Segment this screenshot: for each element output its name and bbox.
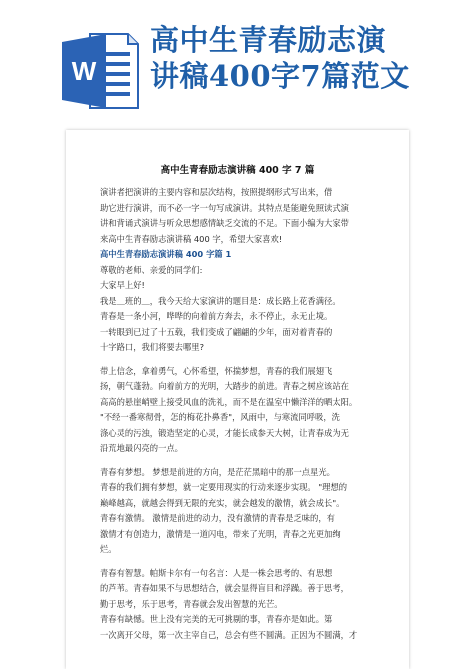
text-line: 来高中生青春励志演讲稿 400 字，希望大家喜欢! [100,233,283,244]
section-heading: 高中生青春励志演讲稿 400 字篇 1 [100,249,232,259]
text-line: 勤于思考，乐于思考，青春就会发出智慧的光芒。 [100,598,283,609]
paragraph-gap [100,558,382,566]
banner-title [150,22,470,94]
text-line: 一次离开父母，第一次主宰自己，总会有些不圆满。正因为不圆满，才 [100,629,358,640]
text-line: 十字路口，我们将要去哪里? [100,342,204,352]
document-body [100,185,382,643]
text-line: 尊敬的老师、亲爱的同学们: [100,264,203,275]
banner-title-line: 高中生青春励志演 [150,23,387,57]
text-line: 青春有智慧。帕斯卡尔有一句名言：人是一株会思考的、有思想 [100,567,333,578]
banner-title-line: 讲稿400字7篇范文 [150,59,410,93]
word-letter: W [71,56,97,86]
text-line: 讲和背诵式演讲与听众思想感情缺乏交流的不足。下面小编为大家带 [100,218,349,228]
text-line: 青春有激情。 激情是前进的动力，没有激情的青春是乏味的，有 [100,513,335,523]
text-line: 高高的悬崖峭壁上接受风血的洗礼，而不是在温室中懒洋洋的晒太阳。 [100,396,358,407]
text-line: 助它进行演讲，而不必一字一句写成演讲。其特点是能避免照读式演 [100,202,349,213]
text-line: 大家早上好! [100,280,145,290]
text-line: 青春的我们拥有梦想，就一定要用现实的行动来逐步实现。 "理想的 [100,482,348,492]
document-page [66,130,409,669]
word-document-icon [60,28,140,114]
text-line: 我是＿班的＿，我今天给大家演讲的题目是：成长路上花香满径。 [100,295,341,306]
text-line: 烂。 [100,544,117,554]
banner [0,0,474,125]
text-line: 涤心灵的污浊，锻造坚定的心灵，才能长成参天大树，让青春成为无 [100,427,349,438]
paragraph-gap [100,356,382,364]
text-line: "不经一番寒彻骨，怎的梅花扑鼻香"，风雨中，与寒流同呼吸，洗 [100,412,340,422]
paragraph-gap [100,457,382,465]
text-line: 的芦苇。青春如果不与思想结合，就会显得盲目和浮躁。善于思考， [100,583,349,593]
text-line: 青春有梦想。 梦想是前进的方向，是茫茫黑暗中的那一点星光。 [100,466,335,477]
text-line: 青春有缺憾。世上没有完美的无可挑剔的事，青春亦是如此。第 [100,614,333,624]
text-line: 巅峰越高，就越会得到无限的充实，就会越发的激情，就会成长"。 [100,497,345,508]
text-line: 激情才有创造力，激情是一道闪电，带来了光明，青春之光更加绚 [100,528,341,539]
text-line: 沿荒地最闪亮的一点。 [100,443,183,453]
text-line: 演讲者把演讲的主要内容和层次结构，按照提纲形式写出来，借 [100,187,333,197]
text-line: 青春是一条小河，哗哗的向着前方奔去，永不停止，永无止境。 [100,311,333,321]
text-line: 带上信念，拿着勇气，心怀希望，怀揣梦想，青春的我们展翅飞 [100,365,333,376]
document-title: 高中生青春励志演讲稿 400 字 7 篇 [160,165,315,176]
text-line: 扬，朝气蓬勃。向着前方的光明，大踏步的前进。青春之树应该站在 [100,381,349,391]
text-line: 一转眼到已过了十五载，我们变成了翩翩的少年，面对着青春的 [100,326,333,337]
